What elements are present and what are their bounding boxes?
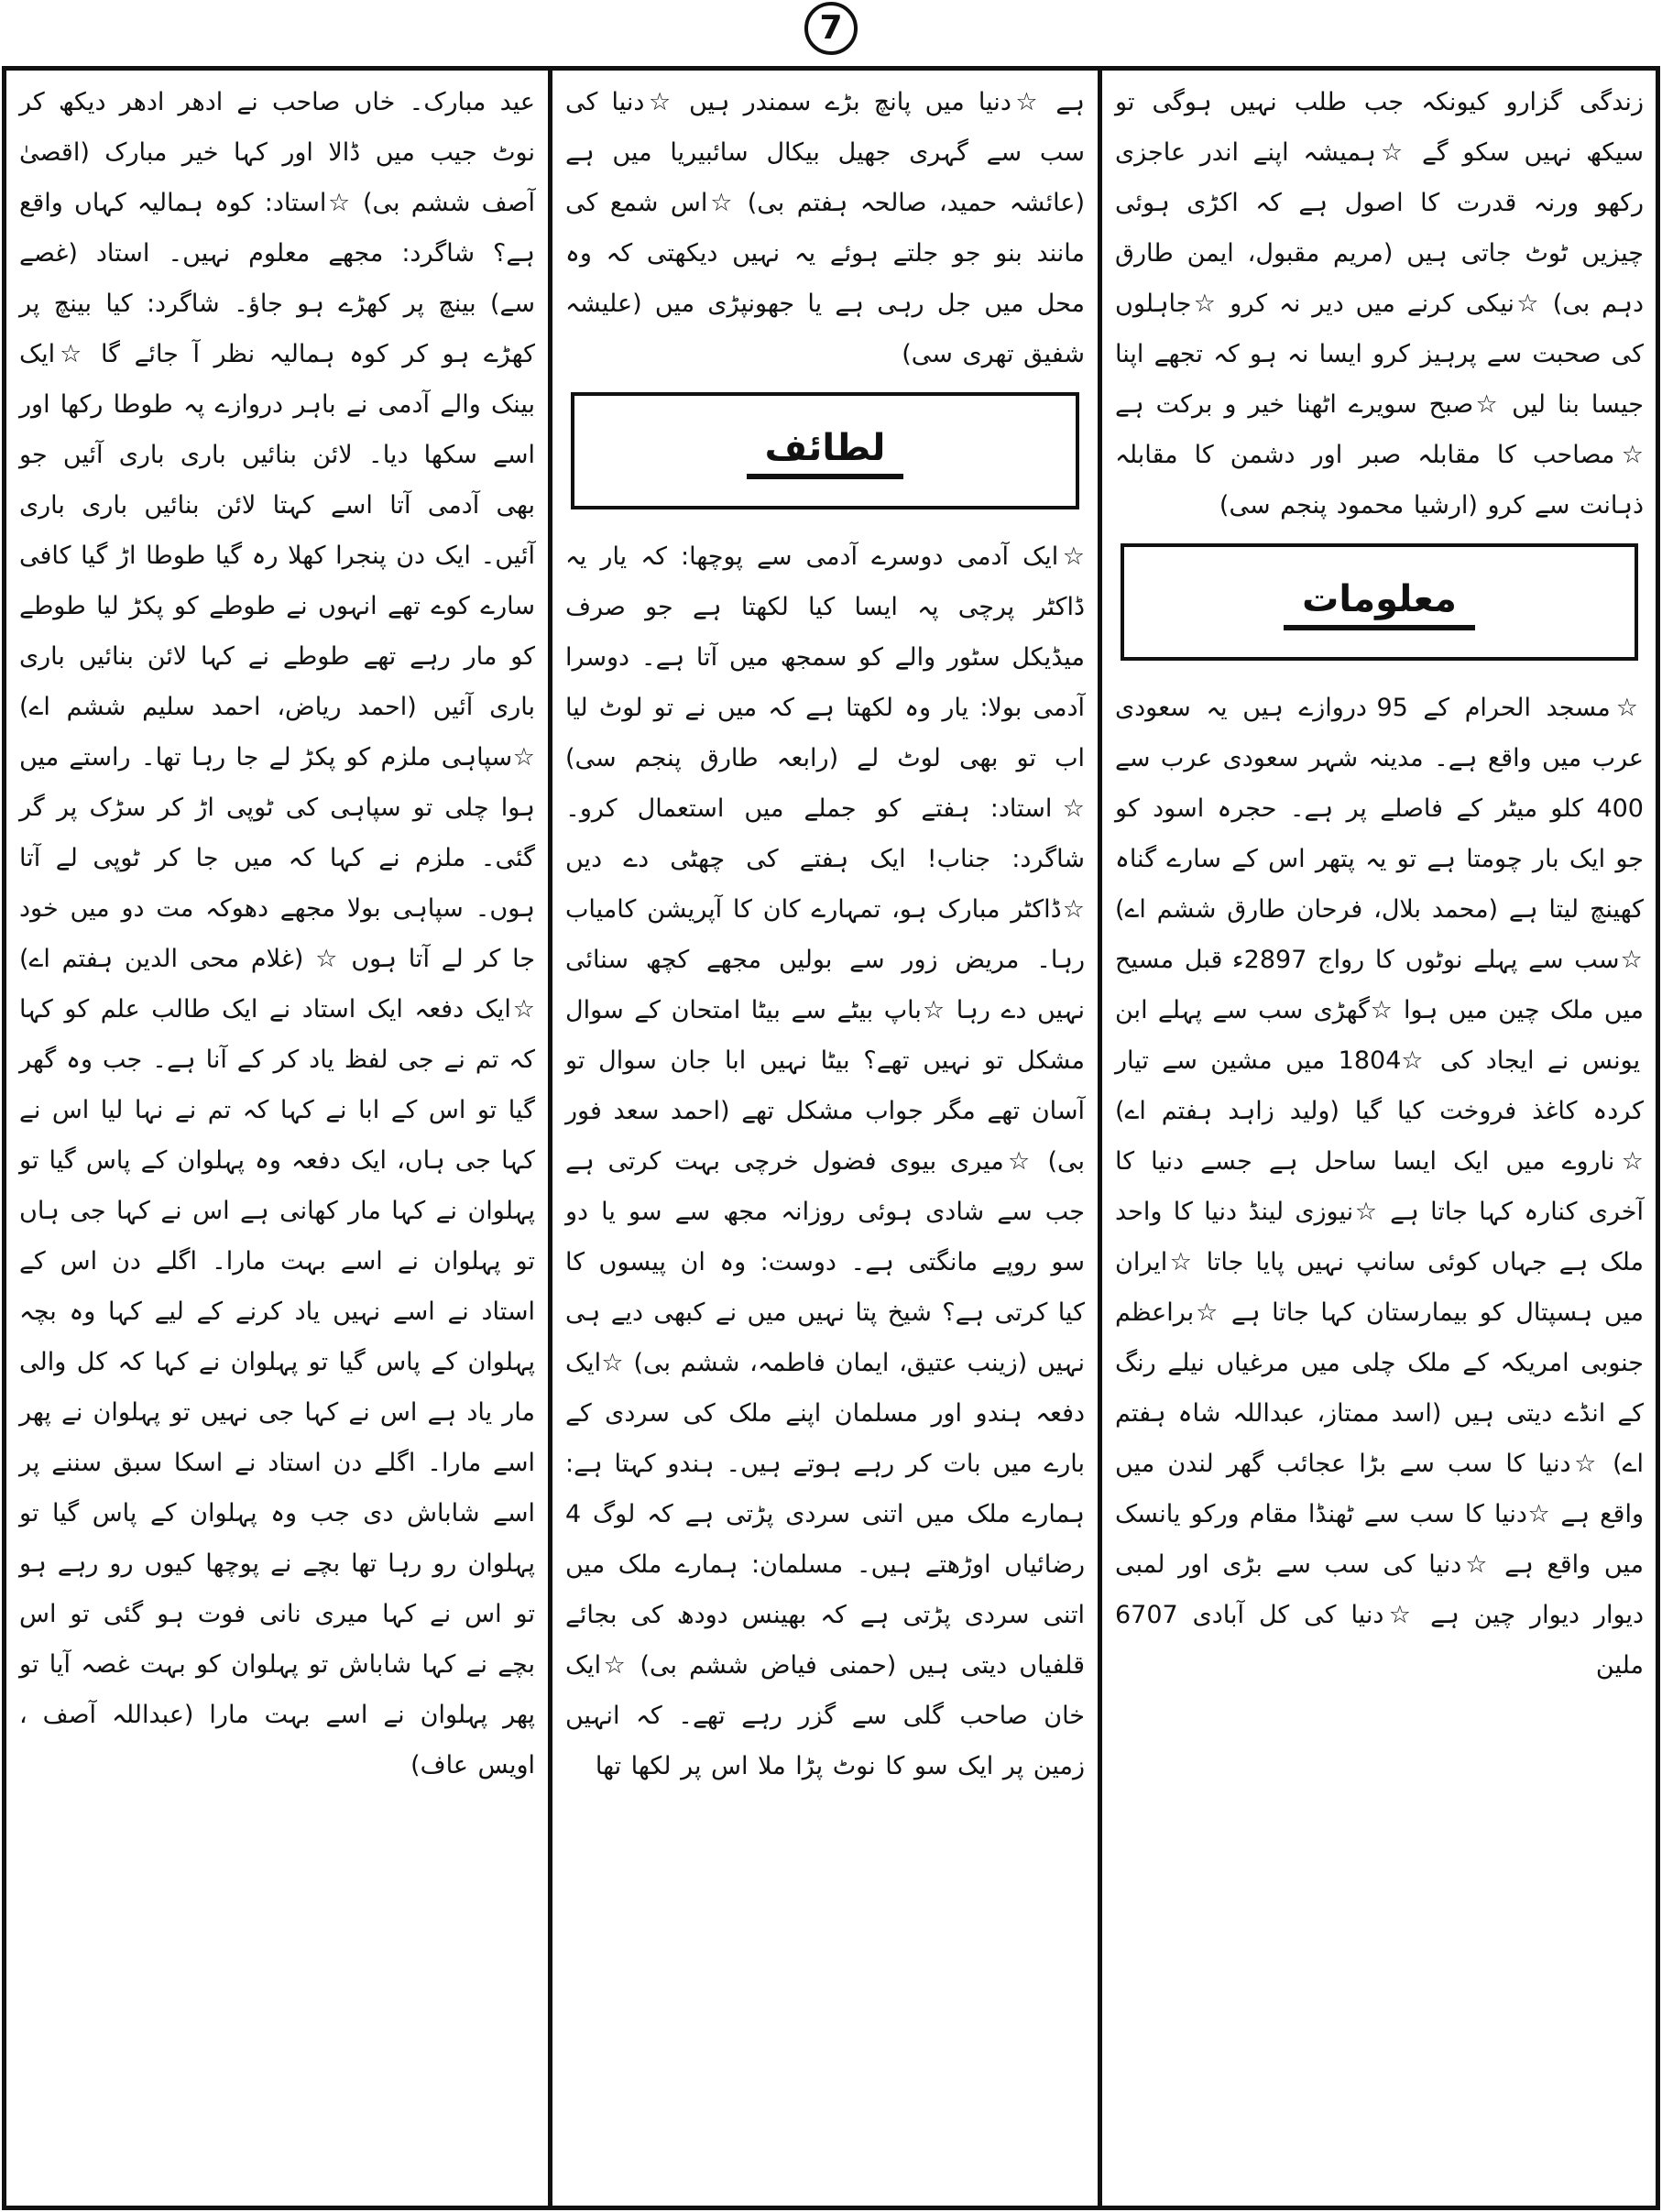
column-middle-body-text: ☆ایک آدمی دوسرے آدمی سے پوچھا: کہ یار یہ ڈاکٹر پرچی پہ ایسا کیا لکھتا ہے جو صرف میڈیکل سٹور والے کو سمجھ میں آتا ہے۔ دوسرا آدمی بولا: یار وہ لکھتا ہے کہ میں نے تو لوٹ لیا اب تو بھی لوٹ لے (رابعہ طارق پنجم سی) ☆استاد: ہفتے کو جملے میں استعمال کرو۔ شاگرد: جناب! ایک ہفتے کی چھٹی دے دیں ☆ڈاکٹر مبارک ہو، تمہارے کان کا آپریشن کامیاب رہا۔ مریض زور سے بولیں مجھے کچھ سنائی نہیں دے رہا ☆باپ بیٹے سے بیٹا امتحان کے سوال مشکل تو نہیں تھے؟ بیٹا نہیں ابا جان سوال تو آسان تھے مگر جواب مشکل تھے (احمد سعد فور بی) ☆میری بیوی فضول خرچی بہت کرتی ہے جب سے شادی ہوئی روزانہ مجھ سے سو یا دو سو روپے مانگتی ہے۔ دوست: وہ ان پیسوں کا کیا کرتی ہے؟ شیخ پتا نہیں میں نے کبھی دیے ہی نہیں (زینب عتیق، ایمان فاطمہ، ششم بی) ☆ایک دفعہ ہندو اور مسلمان اپنے ملک کی سردی کے بارے میں بات کر رہے ہوتے ہیں۔ ہندو کہتا ہے: ہمارے ملک میں اتنی سردی پڑتی ہے کہ لوگ 4 رضائیاں اوڑھتے ہیں۔ مسلمان: ہمارے ملک میں اتنی سردی پڑتی ہے کہ بھینس دودھ کی بجائے قلفیاں دیتی ہیں (حمنی فیاض ششم بی) ☆ایک خان صاحب گلی سے گزر رہے تھے۔ کہ انہیں زمین پر ایک سو کا نوٹ پڑا ملا اس پر لکھا تھا (565, 542, 1085, 1780)
column-right-body-text: ☆مسجد الحرام کے 95 دروازے ہیں یہ سعودی عرب میں واقع ہے۔ مدینہ شہر سعودی عرب سے 400 کلو میٹر کے فاصلے پر ہے۔ حجرہ اسود کو جو ایک بار چومتا ہے تو یہ پتھر اس کے سارے گناہ کھینچ لیتا ہے (محمد بلال، فرحان طارق ششم اے) ☆سب سے پہلے نوٹوں کا رواج 2897ء قبل مسیح میں ملک چین میں ہوا ☆گھڑی سب سے پہلے ابن یونس نے ایجاد کی ☆1804 میں مشین سے تیار کردہ کاغذ فروخت کیا گیا (ولید زاہد ہفتم اے) ☆ناروے میں ایک ایسا ساحل ہے جسے دنیا کا آخری کنارہ کہا جاتا ہے ☆نیوزی لینڈ دنیا کا واحد ملک ہے جہاں کوئی سانپ نہیں پایا جاتا ☆ایران میں ہسپتال کو بیمارستان کہا جاتا ہے ☆براعظم جنوبی امریکہ کے ملک چلی میں مرغیاں نیلے رنگ کے انڈے دیتی ہیں (اسد ممتاز، عبداللہ شاہ ہفتم اے) ☆دنیا کا سب سے بڑا عجائب گھر لندن میں واقع ہے ☆دنیا کا سب سے ٹھنڈا مقام ورکو یانسک میں واقع ہے ☆دنیا کی سب سے بڑی اور لمبی دیوار دیوار چین ہے ☆دنیا کی کل آبادی 6707 ملین (1115, 694, 1644, 1680)
column-middle-intro-text: ہے ☆دنیا میں پانچ بڑے سمندر ہیں ☆دنیا کی سب سے گہری جھیل بیکال سائبیریا میں ہے (عائشہ حمید، صالحہ ہفتم بی) ☆اس شمع کی مانند بنو جو جلتے ہوئے یہ نہیں دیکھتی کہ وہ محل میں جل رہی ہے یا جھونپڑی میں (علیشہ شفیق تھری سی) (565, 88, 1085, 368)
column-right-intro-text: زندگی گزارو کیونکہ جب طلب نہیں ہوگی تو سیکھ نہیں سکو گے ☆ہمیشہ اپنے اندر عاجزی رکھو ورنہ قدرت کا اصول ہے کہ اکڑی ہوئی چیزیں ٹوٹ جاتی ہیں (مریم مقبول، ایمن طارق دہم بی) ☆نیکی کرنے میں دیر نہ کرو ☆جاہلوں کی صحبت سے پرہیز کرو ایسا نہ ہو کہ تجھے اپنا جیسا بنا لیں ☆صبح سویرے اٹھنا خیر و برکت ہے ☆مصاحب کا مقابلہ صبر اور دشمن کا مقابلہ ذہانت سے کرو (ارشیا محمود پنجم سی) (1115, 88, 1644, 520)
column-left (6, 71, 548, 2207)
column-right (1102, 71, 1657, 2207)
section-heading-maloomat-label: معلومات (1284, 574, 1475, 630)
column-middle (552, 71, 1098, 2207)
section-heading-lataif-label: لطائف (747, 422, 904, 479)
section-heading-lataif (571, 392, 1079, 509)
section-heading-maloomat (1121, 543, 1638, 661)
column-left-body-text: عید مبارک۔ خاں صاحب نے ادھر ادھر دیکھ کر نوٹ جیب میں ڈالا اور کہا خیر مبارک (اقصیٰ آصف ششم بی) ☆استاد: کوہ ہمالیہ کہاں واقع ہے؟ شاگرد: مجھے معلوم نہیں۔ استاد (غصے سے) بینچ پر کھڑے ہو جاؤ۔ شاگرد: کیا بینچ پر کھڑے ہو کر کوہ ہمالیہ نظر آ جائے گا ☆ایک بینک والے آدمی نے باہر دروازے پہ طوطا رکھا اور اسے سکھا دیا۔ لائن بنائیں باری باری آئیں جو بھی آدمی آتا اسے کہتا لائن بنائیں باری باری آئیں۔ ایک دن پنجرا کھلا رہ گیا طوطا اڑ گیا کافی سارے کوے تھے انہوں نے طوطے کو پکڑ لیا طوطے کو مار رہے تھے طوطے نے کہا لائن بنائیں باری باری آئیں (احمد ریاض، احمد سلیم ششم اے) ☆سپاہی ملزم کو پکڑ لے جا رہا تھا۔ راستے میں ہوا چلی تو سپاہی کی ٹوپی اڑ کر سڑک پر گر گئی۔ ملزم نے کہا کہ میں جا کر ٹوپی لے آتا ہوں۔ سپاہی بولا مجھے دھوکہ مت دو میں خود جا کر لے آتا ہوں ☆ (غلام محی الدین ہفتم اے) ☆ایک دفعہ ایک استاد نے ایک طالب علم کو کہا کہ تم نے جی لفظ یاد کر کے آنا ہے۔ جب وہ گھر گیا تو اس کے ابا نے کہا کہ تم نے نہا لیا اس نے کہا جی ہاں، ایک دفعہ وہ پہلوان کے پاس گیا تو پہلوان نے کہا مار کھانی ہے اس نے کہا جی ہاں تو پہلوان نے اسے بہت مارا۔ اگلے دن اس کے استاد نے اسے نہیں یاد کرنے کے لیے کہا وہ بچہ پہلوان کے پاس گیا تو پہلوان نے کہا کہ کل والی مار یاد ہے اس نے کہا جی نہیں تو پہلوان نے پھر اسے مارا۔ اگلے دن استاد نے اسکا سبق سننے پر اسے شاباش دی جب وہ پہلوان کے پاس گیا تو پہلوان رو رہا تھا بچے نے پوچھا کیوں رو رہے ہو تو اس نے کہا میری نانی فوت ہو گئی تو اس بچے نے کہا شاباش تو پہلوان کو بہت غصہ آیا تو پھر پہلوان نے اسے بہت مارا (عبداللہ آصف ، اویس عاف) (19, 88, 535, 1779)
page-number: 7 (804, 2, 858, 55)
